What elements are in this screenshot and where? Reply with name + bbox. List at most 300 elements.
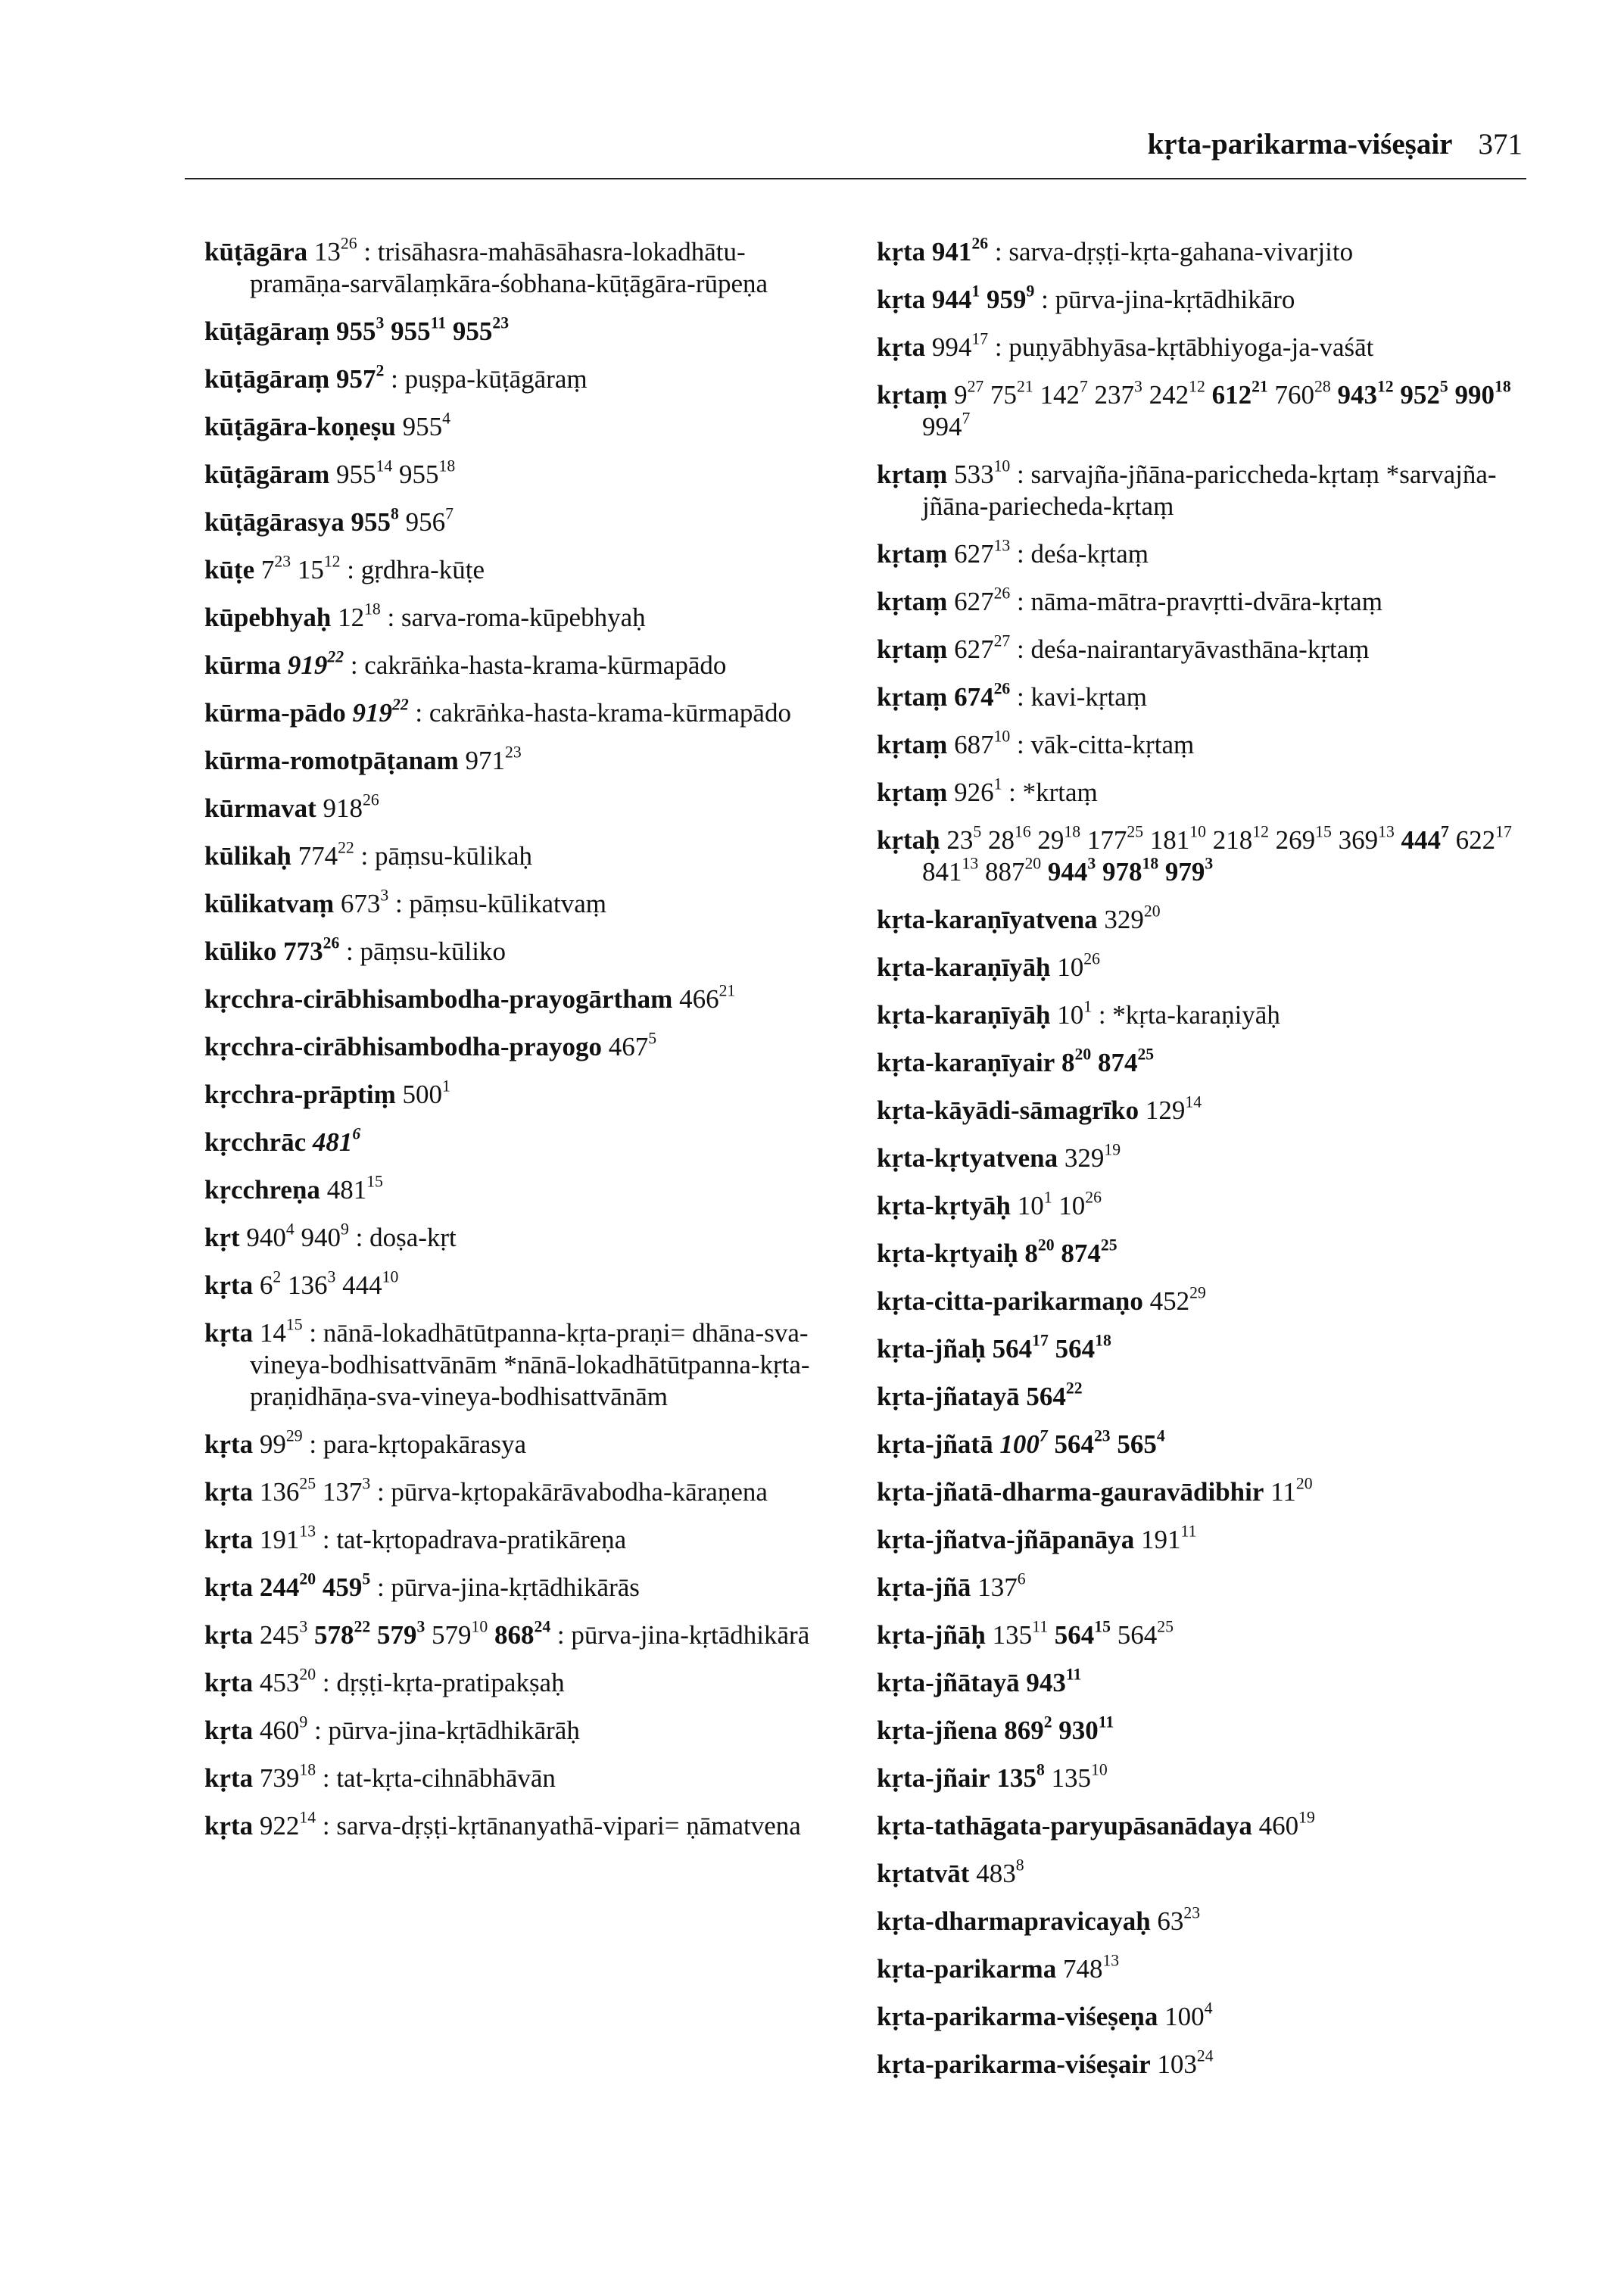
line-number-ref: 3	[1087, 854, 1096, 873]
index-entry	[204, 602, 840, 634]
line-number-ref: 14	[1185, 1092, 1202, 1111]
index-entry	[204, 1569, 840, 1604]
page-reference	[260, 552, 291, 584]
page-reference	[288, 1267, 336, 1300]
index-entry	[877, 1476, 1513, 1508]
entry-headword: kṛta-kṛtyatvena	[877, 1143, 1058, 1173]
index-entry	[877, 1333, 1513, 1365]
line-number-ref: 22	[338, 838, 354, 857]
line-number-ref: 24	[1196, 2046, 1214, 2065]
line-number-ref: 1	[1043, 1188, 1052, 1207]
page-number-ref: 460	[1258, 1811, 1299, 1840]
page-reference	[1017, 1188, 1052, 1220]
page-number-ref: 955	[351, 507, 391, 537]
entry-headword: kṛta-kṛtyaiḥ	[877, 1239, 1018, 1268]
entry-headword: kṛta-karaṇīyatvena	[877, 905, 1098, 934]
line-number-ref: 18	[1095, 1331, 1111, 1350]
page-number-ref: 137	[322, 1477, 363, 1507]
entry-context: : sarva-dṛṣṭi-kṛta-gahana-vivarjito	[994, 237, 1354, 266]
entry-context: : kavi-kṛtaṃ	[1017, 682, 1148, 712]
page-number-ref: 673	[340, 889, 381, 918]
line-number-ref: 27	[967, 377, 984, 396]
page-reference	[1211, 377, 1268, 410]
entry-context: : puṇyābhyāsa-kṛtābhiyoga-ja-vaśāt	[994, 332, 1374, 362]
entry-headword: kṛta	[204, 1525, 254, 1554]
index-entry	[204, 1760, 840, 1794]
entry-context: : pūrva-jina-kṛtādhikārās	[376, 1572, 640, 1602]
line-number-ref: 6	[352, 1124, 361, 1143]
page-number-ref: 245	[259, 1620, 300, 1650]
entry-headword: kṛta-kāyādi-sāmagrīko	[877, 1096, 1139, 1125]
line-number-ref: 15	[1094, 1617, 1111, 1636]
index-entry	[877, 631, 1513, 665]
line-number-ref: 9	[1026, 282, 1035, 301]
page-reference	[340, 886, 389, 918]
entry-headword: kṛta	[204, 1270, 254, 1300]
line-number-ref: 10	[1091, 1760, 1108, 1779]
index-entry	[877, 2046, 1513, 2080]
page-reference	[1054, 1617, 1111, 1650]
entry-context: : trisāhasra-mahāsāhasra-lokadhātu-pramāṇa-sarvālaṃkāra-śobhana-kūṭāgāra-rūpeṇa	[250, 237, 768, 298]
page-number-ref: 452	[1149, 1286, 1190, 1316]
page-reference	[1455, 822, 1512, 855]
page-number-ref: 8	[1061, 1048, 1075, 1077]
page-reference	[946, 822, 982, 855]
page-number-ref: 979	[1164, 857, 1205, 887]
line-number-ref: 2	[376, 361, 385, 380]
page-number-ref: 100	[1164, 2002, 1205, 2031]
line-number-ref: 18	[438, 457, 456, 475]
line-number-ref: 10	[1189, 822, 1206, 841]
page-reference	[931, 282, 980, 314]
line-number-ref: 17	[1032, 1331, 1049, 1350]
index-entry	[877, 236, 1513, 268]
line-number-ref: 21	[1252, 377, 1268, 396]
page-number-ref: 99	[259, 1429, 286, 1459]
line-number-ref: 18	[299, 1760, 316, 1779]
page-reference	[336, 457, 393, 489]
index-entry	[204, 1222, 840, 1254]
page-reference	[922, 854, 979, 887]
page-reference	[992, 1331, 1049, 1364]
index-entry	[204, 983, 840, 1015]
line-number-ref: 4	[1156, 1426, 1165, 1445]
page-reference	[987, 822, 1031, 855]
page-number-ref: 12	[338, 603, 365, 632]
line-number-ref: 3	[416, 1617, 425, 1636]
index-entry	[877, 1810, 1513, 1842]
index-entry	[204, 1476, 840, 1508]
page-reference	[494, 1617, 551, 1650]
page-reference	[1337, 377, 1394, 410]
line-number-ref: 25	[1137, 1045, 1155, 1064]
line-number-ref: 20	[1024, 854, 1042, 873]
page-number-ref: 181	[1149, 825, 1190, 855]
page-number-ref: 63	[1157, 1906, 1184, 1936]
page-number-ref: 237	[1094, 380, 1135, 410]
page-reference	[452, 313, 510, 346]
entry-headword: kṛta-tathāgata-paryupāsanādaya	[877, 1811, 1252, 1840]
line-number-ref: 22	[354, 1617, 371, 1636]
line-number-ref: 29	[1189, 1283, 1206, 1302]
page-reference	[1104, 902, 1161, 934]
page-reference	[259, 1474, 316, 1507]
page-number-ref: 868	[494, 1620, 535, 1650]
page-number-ref: 10	[1058, 1191, 1086, 1220]
page-number-ref: 774	[298, 841, 338, 871]
page-number-ref: 579	[432, 1620, 472, 1650]
page-reference	[954, 457, 1011, 489]
page-reference	[679, 981, 736, 1014]
page-reference	[990, 377, 1033, 410]
page-number-ref: 329	[1064, 1143, 1105, 1173]
page-reference	[1149, 377, 1205, 410]
line-number-ref: 4	[1204, 1999, 1213, 2018]
entry-headword: kṛta	[204, 1318, 254, 1348]
page-number-ref: 9	[954, 380, 968, 410]
entry-headword: kṛcchra-cirābhisambodha-prayogārtham	[204, 984, 673, 1014]
page-reference	[402, 409, 450, 441]
page-reference	[1212, 822, 1269, 855]
line-number-ref: 22	[327, 647, 344, 666]
line-number-ref: 4	[442, 409, 450, 428]
entry-context: : pāṃsu-kūlikatvaṃ	[395, 889, 606, 918]
line-number-ref: 1	[993, 775, 1002, 793]
page-reference	[1401, 822, 1449, 855]
page-reference	[984, 854, 1042, 887]
entry-context: : cakrāṅka-hasta-krama-kūrmapādo	[415, 698, 791, 728]
entry-headword: kṛta	[204, 1763, 254, 1793]
entry-context: : sarvajña-jñāna-pariccheda-kṛtaṃ *sarvajña-jñāna-pariecheda-kṛtaṃ	[922, 460, 1497, 521]
index-entry	[877, 681, 1513, 713]
entry-headword: kṛta-karaṇīyair	[877, 1048, 1055, 1077]
running-header	[1148, 127, 1523, 161]
line-number-ref: 2	[273, 1267, 282, 1286]
index-entry	[877, 1283, 1513, 1317]
page-reference	[1058, 1188, 1102, 1220]
page-number-ref: 578	[314, 1620, 354, 1650]
line-number-ref: 3	[1134, 377, 1142, 396]
page-number-ref: 956	[405, 507, 446, 537]
page-number-ref: 444	[1401, 825, 1442, 855]
page-reference	[954, 377, 984, 410]
page-reference	[1454, 377, 1511, 410]
page-number-ref: 564	[1054, 1620, 1095, 1650]
line-number-ref: 19	[1104, 1140, 1121, 1159]
line-number-ref: 20	[1037, 1236, 1055, 1255]
entry-headword: kṛta-karaṇīyāḥ	[877, 952, 1051, 982]
entry-headword: kṛta-jñā	[877, 1572, 971, 1602]
entry-headword: kṛta-citta-parikarmaṇo	[877, 1286, 1143, 1316]
entry-headword: kṛta-jñatā	[877, 1429, 993, 1459]
entry-headword: kṛtaḥ	[877, 825, 940, 855]
page-number-ref: 481	[312, 1127, 353, 1157]
page-reference	[405, 504, 454, 537]
index-entry	[877, 1953, 1513, 1985]
page-number-ref: 10	[1057, 952, 1084, 982]
page-number-ref: 533	[954, 460, 994, 489]
page-reference	[1061, 1045, 1092, 1077]
page-number-ref: 940	[246, 1223, 286, 1252]
page-number-ref: 29	[1037, 825, 1064, 855]
page-number-ref: 990	[1454, 380, 1495, 410]
page-reference	[954, 679, 1011, 712]
page-reference	[1086, 822, 1144, 855]
page-number-ref: 136	[259, 1477, 300, 1507]
page-reference	[259, 1665, 316, 1697]
entry-headword: kūlikatvaṃ	[204, 889, 335, 918]
line-number-ref: 26	[1085, 1188, 1102, 1207]
entry-headword: kṛcchrāc	[204, 1127, 307, 1157]
line-number-ref: 18	[364, 600, 381, 619]
index-entry	[204, 1810, 840, 1842]
line-number-ref: 7	[962, 409, 971, 428]
page-number-ref: 369	[1338, 825, 1379, 855]
index-entry	[877, 1760, 1513, 1794]
entry-context: : sarva-roma-kūpebhyaḥ	[387, 603, 646, 632]
page-reference	[314, 1617, 371, 1650]
page-number-ref: 687	[954, 730, 994, 759]
page-reference	[398, 457, 456, 489]
page-number-ref: 955	[452, 316, 493, 346]
line-number-ref: 13	[1378, 822, 1395, 841]
line-number-ref: 3	[1205, 854, 1214, 873]
index-entry	[877, 379, 1513, 443]
page-reference	[1094, 377, 1142, 410]
entry-headword: kṛtaṃ	[877, 634, 948, 664]
page-number-ref: 922	[259, 1811, 300, 1840]
page-reference	[1054, 1426, 1111, 1459]
page-number-ref: 103	[1157, 2049, 1197, 2079]
page-number-ref: 918	[323, 793, 363, 823]
page-reference	[1047, 854, 1096, 887]
page-number-ref: 941	[931, 237, 972, 266]
line-number-ref: 12	[1189, 377, 1205, 396]
index-entry	[204, 554, 840, 586]
index-entry	[877, 729, 1513, 761]
page-number-ref: 748	[1062, 1954, 1103, 1984]
index-entry	[877, 1238, 1513, 1270]
entry-context: : cakrāṅka-hasta-krama-kūrmapādo	[350, 650, 727, 680]
line-number-ref: 21	[1017, 377, 1033, 396]
entry-headword: kṛta	[204, 1716, 254, 1745]
page-number-ref: 622	[1455, 825, 1496, 855]
page-reference	[954, 536, 1011, 569]
entry-headword: kṛta	[877, 332, 926, 362]
page-reference	[1149, 822, 1206, 855]
index-entry	[877, 1142, 1513, 1174]
page-number-ref: 135	[1051, 1763, 1092, 1793]
line-number-ref: 10	[993, 457, 1011, 475]
entry-headword: kṛta	[204, 1620, 254, 1650]
line-number-ref: 10	[993, 727, 1011, 746]
index-entry	[877, 1524, 1513, 1556]
line-number-ref: 20	[1143, 902, 1161, 921]
index-entry	[877, 999, 1513, 1031]
line-number-ref: 26	[1083, 949, 1100, 968]
entry-headword: kṛta	[204, 1429, 254, 1459]
index-entry	[877, 2001, 1513, 2033]
entry-headword: kṛta-jñatayā	[877, 1382, 1020, 1411]
line-number-ref: 29	[285, 1426, 303, 1445]
page-number-ref: 564	[1055, 1334, 1096, 1364]
line-number-ref: 12	[1252, 822, 1269, 841]
page-reference	[1145, 1092, 1202, 1125]
page-reference	[322, 1569, 371, 1602]
page-number-ref: 887	[984, 857, 1025, 887]
line-number-ref: 5	[1439, 377, 1448, 396]
entry-headword: kūrmavat	[204, 793, 316, 823]
page-number-ref: 23	[946, 825, 974, 855]
index-entry	[877, 284, 1513, 316]
line-number-ref: 11	[1065, 1665, 1082, 1684]
index-entry	[204, 411, 840, 443]
index-entry	[204, 236, 840, 300]
line-number-ref: 1	[1083, 997, 1093, 1016]
index-entry	[204, 1079, 840, 1111]
line-number-ref: 27	[993, 631, 1011, 650]
entry-headword: kṛta-parikarma	[877, 1954, 1057, 1984]
entry-headword: kūrma-pādo	[204, 698, 346, 728]
page-reference	[954, 727, 1011, 759]
index-entry	[877, 538, 1513, 570]
page-number-ref: 177	[1086, 825, 1127, 855]
entry-context: : pāṃsu-kūlikaḥ	[360, 841, 532, 871]
page-number-ref: 564	[1054, 1429, 1094, 1459]
page-number-ref: 218	[1212, 825, 1253, 855]
page-reference	[313, 234, 357, 266]
page-reference	[376, 1617, 425, 1650]
page-number-ref: 841	[922, 857, 962, 887]
page-number-ref: 919	[287, 650, 328, 680]
entry-headword: kṛta	[204, 1811, 254, 1840]
page-number-ref: 444	[342, 1270, 382, 1300]
page-reference	[1062, 1951, 1120, 1984]
page-number-ref: 944	[1047, 857, 1088, 887]
entry-headword: kṛta	[204, 1668, 254, 1697]
page-reference	[1057, 949, 1100, 982]
line-number-ref: 6	[1017, 1569, 1026, 1588]
line-number-ref: 10	[471, 1617, 488, 1636]
line-number-ref: 7	[1039, 1426, 1048, 1445]
line-number-ref: 4	[285, 1220, 295, 1239]
page-reference	[259, 1808, 316, 1840]
page-reference	[992, 1617, 1049, 1650]
page-number-ref: 579	[376, 1620, 417, 1650]
entry-headword: kṛta-jñatā-dharma-gauravādibhir	[877, 1477, 1264, 1507]
entry-headword: kṛtaṃ	[877, 587, 948, 616]
index-entry	[877, 777, 1513, 809]
index-entry	[204, 1524, 840, 1556]
line-number-ref: 3	[299, 1617, 308, 1636]
line-number-ref: 11	[1032, 1617, 1049, 1636]
page-number-ref: 500	[402, 1080, 442, 1109]
page-reference	[1057, 997, 1093, 1030]
page-reference	[1164, 854, 1214, 887]
line-number-ref: 28	[1314, 377, 1331, 396]
index-entry	[877, 459, 1513, 522]
entry-headword: kṛta	[204, 1572, 254, 1602]
line-number-ref: 15	[366, 1172, 383, 1191]
page-reference	[246, 1220, 295, 1252]
line-number-ref: 8	[391, 504, 399, 523]
entry-context: : pūrva-kṛtopakārāvabodha-kāraṇena	[376, 1477, 768, 1507]
page-reference	[1051, 1760, 1108, 1793]
entry-headword: kṛcchreṇa	[204, 1175, 320, 1205]
page-reference	[1270, 1474, 1313, 1507]
index-entry	[204, 933, 840, 968]
line-number-ref: 17	[971, 329, 989, 348]
page-reference	[1004, 1713, 1052, 1745]
line-number-ref: 23	[504, 743, 522, 762]
page-number-ref: 269	[1275, 825, 1316, 855]
page-reference	[1097, 1045, 1155, 1077]
line-number-ref: 11	[1098, 1713, 1114, 1731]
line-number-ref: 5	[648, 1029, 657, 1048]
entry-headword: kṛta	[877, 285, 926, 314]
line-number-ref: 23	[1183, 1903, 1201, 1922]
line-number-ref: 8	[1015, 1856, 1024, 1875]
line-number-ref: 26	[363, 790, 379, 809]
index-entry	[204, 459, 840, 491]
line-number-ref: 23	[1093, 1426, 1111, 1445]
line-number-ref: 26	[971, 234, 989, 253]
index-entry	[204, 888, 840, 920]
page-reference	[1037, 822, 1081, 855]
entry-context: : *krtaṃ	[1008, 778, 1098, 807]
entry-headword: kūṭāgāraṃ	[204, 364, 330, 394]
index-entry	[204, 1715, 840, 1747]
entry-headword: kūṭāgāra-koṇeṣu	[204, 412, 396, 441]
index-entry	[204, 745, 840, 777]
page-reference	[259, 1267, 282, 1300]
page-reference	[977, 1569, 1026, 1602]
page-number-ref: 100	[999, 1429, 1040, 1459]
page-reference	[259, 1522, 316, 1554]
line-number-ref: 3	[327, 1267, 336, 1286]
page-number-ref: 10	[1017, 1191, 1044, 1220]
entry-headword: kūṭāgārasya	[204, 507, 344, 537]
page-number-ref: 955	[402, 412, 443, 441]
entry-headword: kṛta-jñaḥ	[877, 1334, 986, 1364]
line-number-ref: 26	[993, 584, 1011, 603]
line-number-ref: 20	[299, 1665, 316, 1684]
page-reference	[342, 1267, 399, 1300]
page-reference	[336, 361, 385, 394]
entry-headword: kṛta-karaṇīyāḥ	[877, 1000, 1051, 1030]
page-number-ref: 564	[1117, 1620, 1158, 1650]
page-reference	[1149, 1283, 1206, 1316]
page-number-ref: 978	[1102, 857, 1142, 887]
line-number-ref: 2	[1043, 1713, 1052, 1731]
right-column	[877, 236, 1513, 2096]
index-entry	[204, 790, 840, 824]
index-entry	[877, 1426, 1513, 1460]
entry-headword: kṛta-jñatva-jñāpanāya	[877, 1525, 1135, 1554]
line-number-ref: 18	[1494, 377, 1511, 396]
page-reference	[259, 1315, 303, 1348]
page-number-ref: 136	[288, 1270, 328, 1300]
entry-headword: kṛta-jñena	[877, 1716, 998, 1745]
page-number-ref: 944	[931, 285, 972, 314]
page-number-ref: 959	[987, 285, 1027, 314]
page-number-ref: 75	[990, 380, 1017, 410]
page-reference	[297, 552, 341, 584]
page-number-ref: 874	[1097, 1048, 1138, 1077]
entry-headword: kṛcchra-cirābhisambodha-prayogo	[204, 1032, 602, 1061]
page-reference	[954, 631, 1011, 664]
page-number-ref: 7	[260, 555, 275, 584]
